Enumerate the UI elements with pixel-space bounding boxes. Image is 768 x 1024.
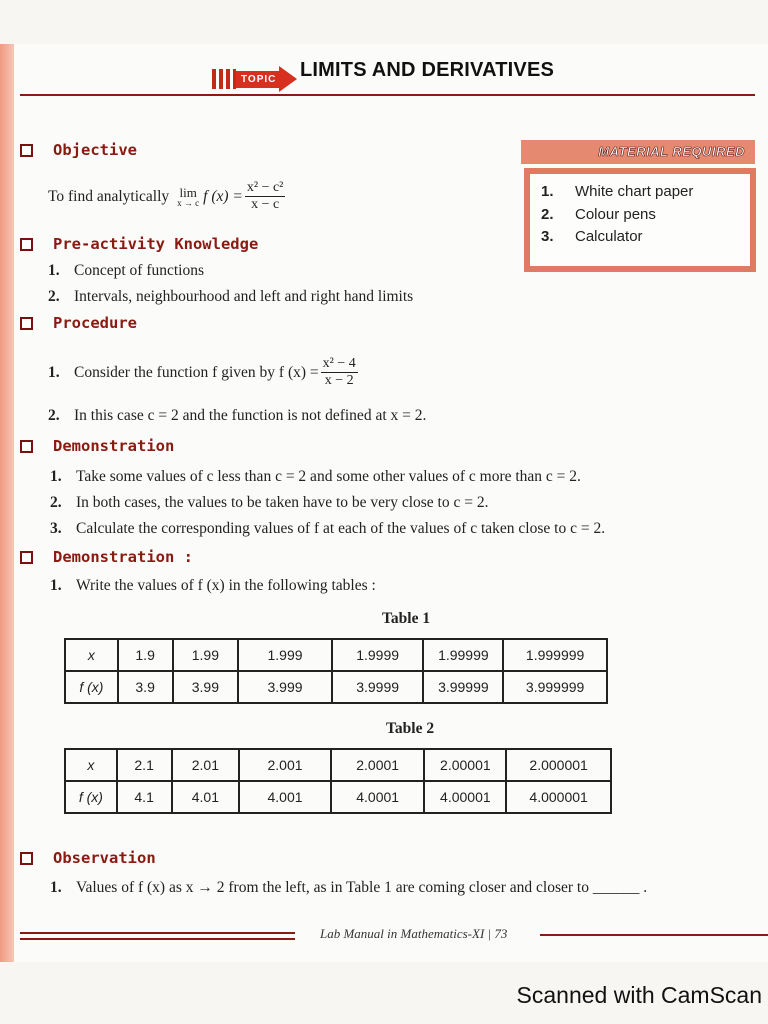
table-cell: 2.000001 (506, 749, 611, 781)
table-cell: 3.999999 (503, 671, 607, 703)
table-cell: 1.999999 (503, 639, 607, 671)
table-cell: 3.99 (173, 671, 239, 703)
procedure-fraction: $\frac{\text{x² − 4}}{x - 2}$ (322, 356, 356, 388)
section-heading: Demonstration (53, 437, 175, 455)
topic-tag: TOPIC (236, 71, 281, 88)
material-item: 1. White chart paper (541, 183, 694, 200)
objective-text: To find analytically lim x → c f (x) = $\frac{\text{x² − c²}}{x - c}$ (48, 180, 284, 212)
title-divider (20, 94, 755, 96)
table-row-header: x (65, 639, 118, 671)
list-item: 1. Values of f (x) as x → 2 from the left, as in Table 1 are coming closer and closer to ______ . (50, 879, 648, 896)
limit-symbol: lim x → c (177, 184, 200, 208)
table-cell: 1.9999 (332, 639, 424, 671)
material-required-header: MATERIAL REQUIRED (521, 140, 755, 164)
list-item: 2. In both cases, the values to be taken have to be very close to c = 2. (50, 494, 489, 511)
checkbox-bullet-icon (20, 852, 33, 865)
table-cell: 4.000001 (506, 781, 611, 813)
section-procedure (20, 314, 137, 332)
list-item: 1. Concept of functions (48, 262, 205, 279)
section-demonstration-2 (20, 548, 193, 566)
section-heading: Demonstration : (53, 548, 193, 566)
table-row (65, 671, 607, 703)
table-cell: 4.1 (117, 781, 172, 813)
table-cell: 2.01 (172, 749, 240, 781)
table-cell: 4.01 (172, 781, 240, 813)
section-objective (20, 141, 137, 159)
procedure-item-2: 2. In this case c = 2 and the function is not defined at x = 2. (48, 407, 427, 424)
section-heading: Procedure (53, 314, 137, 332)
topic-badge (212, 66, 297, 92)
scanner-watermark: Scanned with CamScan (516, 982, 762, 1008)
material-item: 2. Colour pens (541, 206, 656, 223)
table-row (65, 639, 607, 671)
page-title: LIMITS AND DERIVATIVES (300, 59, 555, 81)
material-item: 3. Calculator (541, 228, 643, 245)
topic-bars-icon (212, 69, 236, 89)
table-cell: 2.1 (117, 749, 172, 781)
data-table-1 (64, 638, 608, 704)
section-demonstration (20, 437, 174, 455)
table-row-header: x (65, 749, 117, 781)
table-caption: Table 1 (382, 610, 431, 627)
table-row-header: f (x) (65, 781, 117, 813)
table-cell: 3.99999 (423, 671, 503, 703)
procedure-item-1: 1. Consider the function f given by f (x) = $\frac{\text{x² − 4}}{x - 2}$ (48, 356, 356, 388)
table-cell: 4.00001 (424, 781, 506, 813)
table-cell: 2.001 (239, 749, 331, 781)
section-heading: Pre-activity Knowledge (53, 235, 259, 253)
table-cell: 2.00001 (424, 749, 506, 781)
table-cell: 3.9999 (332, 671, 424, 703)
checkbox-bullet-icon (20, 317, 33, 330)
section-heading: Observation (53, 849, 156, 867)
table-cell: 1.9 (118, 639, 173, 671)
footer-rule-left (20, 932, 295, 940)
table-row (65, 781, 611, 813)
section-observation (20, 849, 156, 867)
table-cell: 3.9 (118, 671, 173, 703)
table-row-header: f (x) (65, 671, 118, 703)
checkbox-bullet-icon (20, 551, 33, 564)
table-cell: 4.0001 (331, 781, 425, 813)
table-cell: 1.99999 (423, 639, 503, 671)
section-heading: Objective (53, 141, 137, 159)
arrow-right-icon (279, 66, 297, 92)
page-spine-edge (0, 44, 14, 962)
table-cell: 2.0001 (331, 749, 425, 781)
page-footer (20, 926, 768, 946)
checkbox-bullet-icon (20, 238, 33, 251)
objective-fraction: $\frac{\text{x² − c²}}{x - c}$ (246, 180, 284, 212)
list-item: 1. Write the values of f (x) in the following tables : (50, 577, 376, 594)
checkbox-bullet-icon (20, 144, 33, 157)
list-item: 3. Calculate the corresponding values of f at each of the values of c taken close to c = 2. (50, 520, 606, 537)
table-caption: Table 2 (386, 720, 435, 737)
footer-text: Lab Manual in Mathematics-XI | 73 (320, 926, 508, 941)
section-pre-activity (20, 235, 258, 253)
list-item: 2. Intervals, neighbourhood and left and right hand limits (48, 288, 414, 305)
checkbox-bullet-icon (20, 440, 33, 453)
footer-rule-right (540, 934, 768, 936)
data-table-2 (64, 748, 612, 814)
table-cell: 1.99 (173, 639, 239, 671)
table-cell: 1.999 (238, 639, 332, 671)
list-item: 1. Take some values of c less than c = 2 and some other values of c more than c = 2. (50, 468, 581, 485)
table-cell: 3.999 (238, 671, 332, 703)
table-row (65, 749, 611, 781)
table-cell: 4.001 (239, 781, 331, 813)
